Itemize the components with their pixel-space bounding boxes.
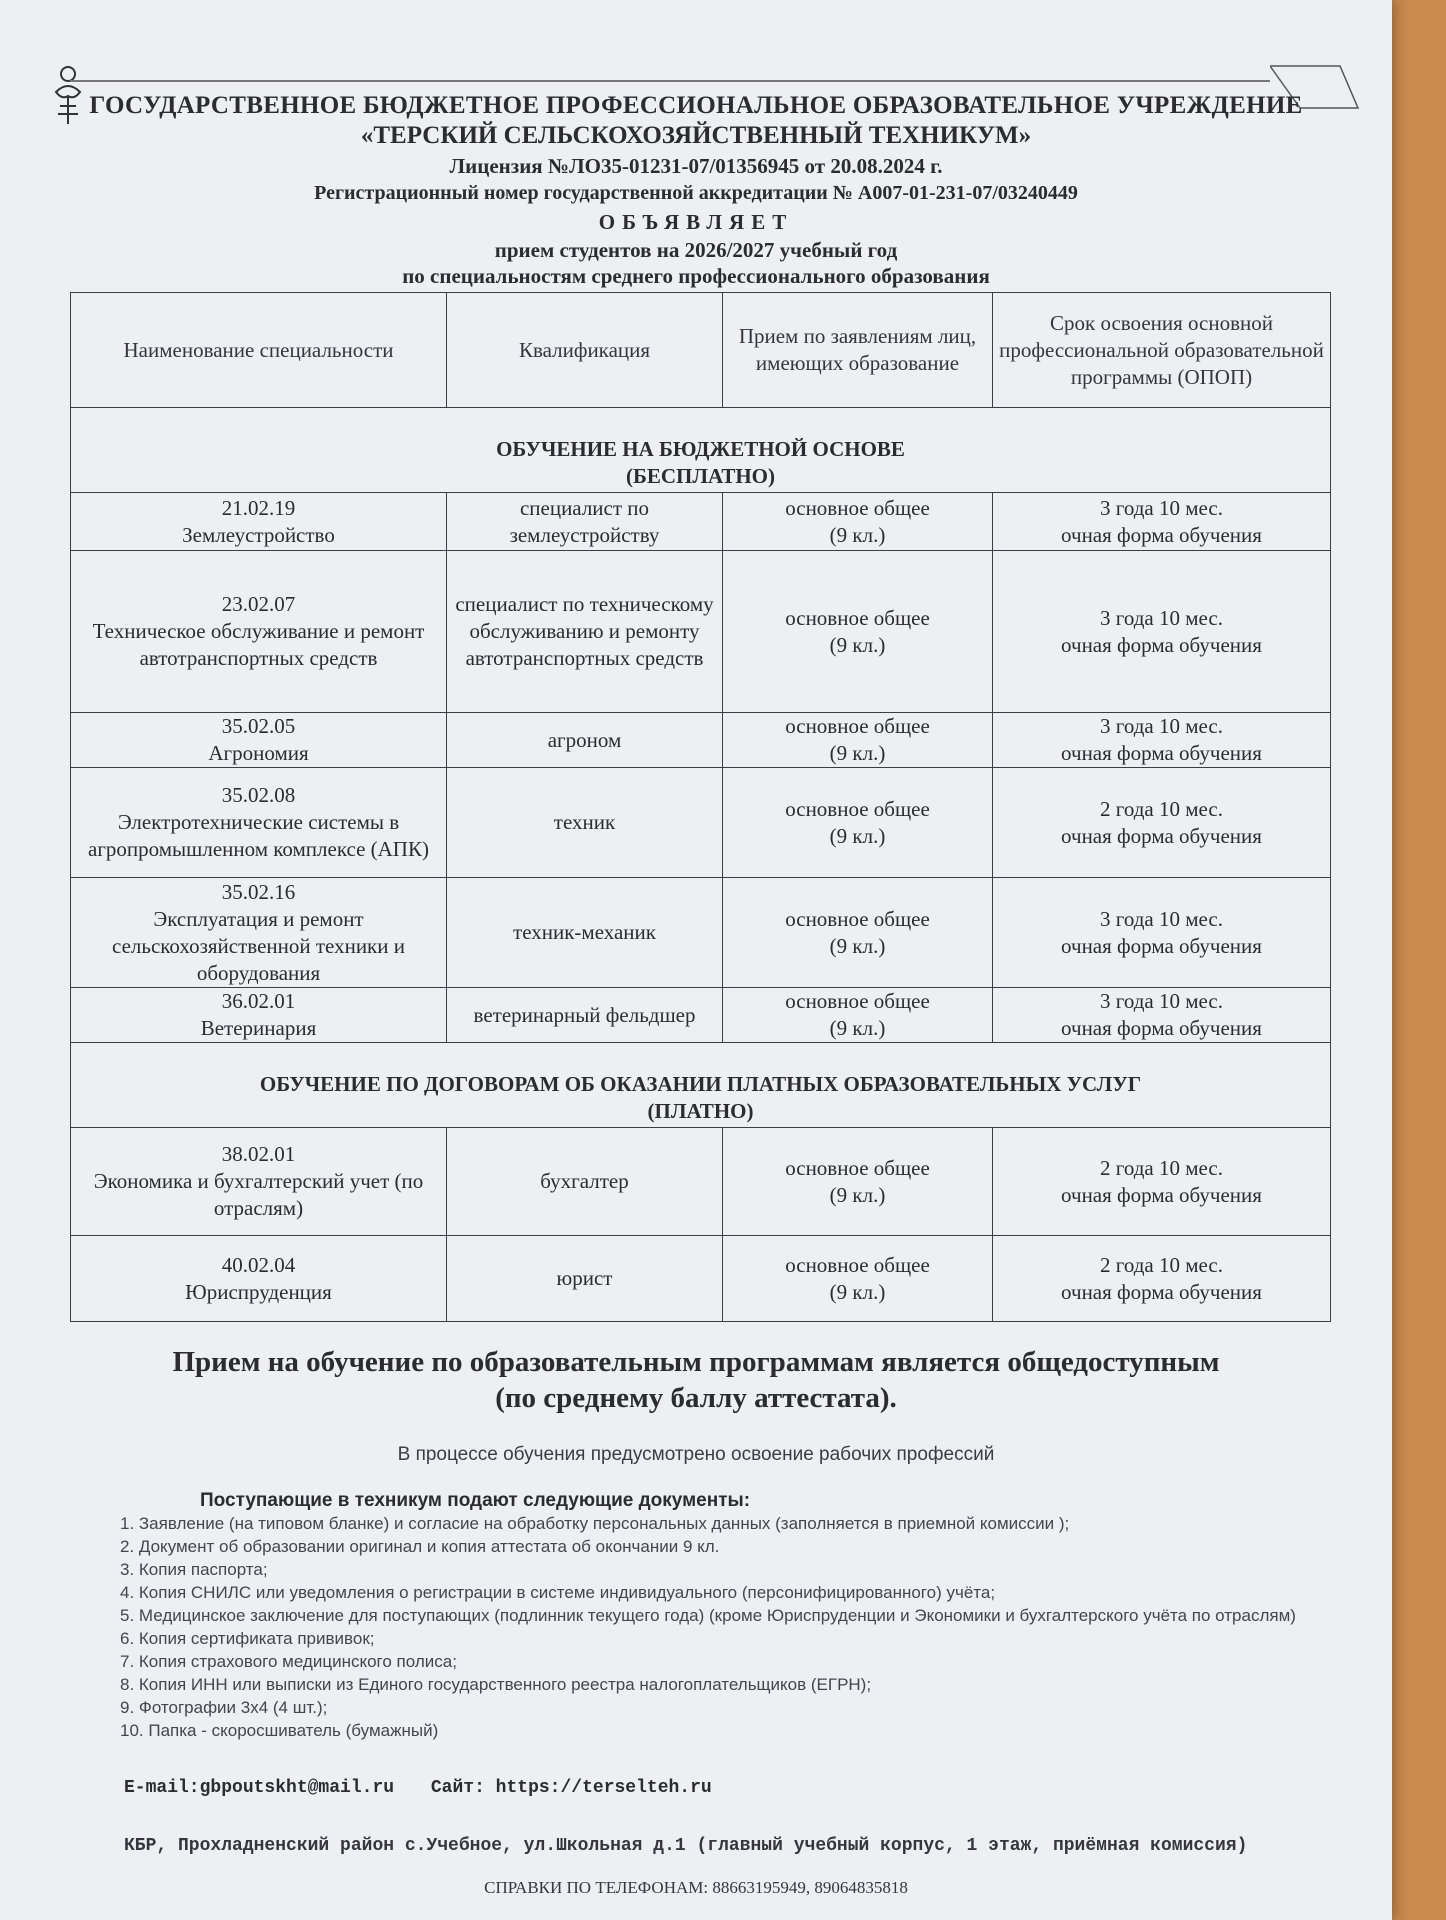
qualification: бухгалтер (540, 1169, 629, 1193)
section-paid-title: ОБУЧЕНИЕ ПО ДОГОВОРАМ ОБ ОКАЗАНИИ ПЛАТНЫХ ОБРАЗОВАТЕЛЬНЫХ УСЛУГ (259, 1072, 1142, 1096)
qualification-cell (447, 713, 723, 768)
subtitle-specialties: по специальностям среднего профессионального образования (402, 264, 990, 288)
website-link[interactable]: Сайт: https://terselteh.ru (430, 1778, 712, 1798)
admission-base-cell (723, 878, 993, 988)
header-qualification: Квалификация (447, 293, 723, 408)
term-cell (993, 713, 1331, 768)
education-grade: (9 кл.) (829, 823, 886, 848)
study-term: 3 года 10 мес. (1100, 714, 1223, 738)
term-cell (993, 551, 1331, 713)
study-term: 2 года 10 мес. (1100, 1252, 1223, 1277)
admission-base-cell (723, 713, 993, 768)
education-grade: (9 кл.) (829, 1182, 886, 1207)
education-grade: (9 кл.) (829, 522, 886, 547)
education-base: основное общее (785, 605, 930, 630)
qualification: агроном (547, 727, 622, 752)
education-grade: (9 кл.) (829, 933, 886, 958)
admission-line-2: (по среднему баллу аттестата). (495, 1382, 897, 1414)
subtitle-year: прием студентов на 2026/2027 учебный год (494, 238, 898, 262)
admission-base-cell (723, 1236, 993, 1322)
qualification: специалист по землеустройству (509, 495, 660, 547)
table-header-row (71, 293, 1331, 408)
specialty-code: 35.02.08 (221, 783, 296, 807)
contacts (124, 1778, 738, 1798)
admission-table (70, 292, 1331, 1322)
college-name: «ТЕРСКИЙ СЕЛЬСКОХОЗЯЙСТВЕННЫЙ ТЕХНИКУМ» (360, 122, 1032, 149)
section-budget-title: ОБУЧЕНИЕ НА БЮДЖЕТНОЙ ОСНОВЕ (496, 437, 905, 461)
specialty-cell (71, 1128, 447, 1236)
term-cell (993, 1236, 1331, 1322)
specialty-code: 35.02.05 (221, 714, 296, 738)
admission-base-cell (723, 493, 993, 551)
specialty-code: 36.02.01 (221, 989, 296, 1013)
study-term: 3 года 10 мес. (1100, 495, 1223, 520)
email-link[interactable]: E-mail:gbpoutskht@mail.ru (124, 1778, 395, 1798)
qualification: ветеринарный фельдшер (473, 1002, 696, 1027)
document-item: 8. Копия ИНН или выписки из Единого государственного реестра налогоплательщиков (ЕГРН); (120, 1675, 872, 1694)
admission-line-1: Прием на обучение по образовательным программам является общедоступным (172, 1346, 1220, 1378)
section-budget-sub: (БЕСПЛАТНО) (625, 464, 776, 488)
accreditation-line: Регистрационный номер государственной аккредитации № А007-01-231-07/03240449 (314, 182, 1078, 204)
header-term: Срок освоения основной профессиональной образовательной программы (ОПОП) (993, 293, 1331, 408)
documents-title: Поступающие в техникум подают следующие документы: (200, 1490, 751, 1511)
qualification-cell (447, 1236, 723, 1322)
education-base: основное общее (785, 796, 930, 821)
qualification-cell (447, 1128, 723, 1236)
documents-list (120, 1512, 1300, 1742)
study-form: очная форма обучения (1061, 1016, 1262, 1040)
qualification-cell (447, 988, 723, 1043)
specialty-name: Юриспруденция (185, 1279, 332, 1304)
specialty-code: 35.02.16 (221, 879, 296, 904)
specialty-cell (71, 493, 447, 551)
qualification-cell (447, 551, 723, 713)
table-row (71, 1128, 1331, 1236)
table-row (71, 768, 1331, 878)
document-item: 3. Копия паспорта; (120, 1560, 268, 1579)
education-base: основное общее (785, 1252, 930, 1277)
admission-base-cell (723, 551, 993, 713)
study-form: очная форма обучения (1061, 933, 1262, 958)
admission-base-cell (723, 1128, 993, 1236)
study-form: очная форма обучения (1061, 1279, 1262, 1304)
section-budget (71, 408, 1331, 493)
specialty-code: 38.02.01 (221, 1142, 296, 1166)
specialty-name: Эксплуатация и ремонт сельскохозяйственной техники и оборудования (112, 906, 405, 985)
study-form: очная форма обучения (1061, 1182, 1262, 1207)
education-base: основное общее (785, 989, 930, 1013)
qualification-cell (447, 768, 723, 878)
workers-note: В процессе обучения предусмотрено освоение рабочих профессий (397, 1444, 995, 1465)
specialty-code: 23.02.07 (221, 592, 296, 616)
document-item: 5. Медицинское заключение для поступающих (подлинник текущего года) (кроме Юриспруденции и Экономики и бухгалтерского учёта по отраслям) (120, 1606, 1296, 1625)
study-form: очная форма обучения (1061, 632, 1262, 657)
document-item: 4. Копия СНИЛС или уведомления о регистрации в системе индивидуального (персонифицированного) учёта; (120, 1583, 996, 1602)
document-item: 1. Заявление (на типовом бланке) и согласие на обработку персональных данных (заполняется в приемной комиссии ); (120, 1514, 1070, 1533)
document-item: 10. Папка - скоросшиватель (бумажный) (120, 1721, 439, 1740)
specialty-cell (71, 878, 447, 988)
header-rule (70, 80, 1270, 82)
study-term: 2 года 10 мес. (1100, 1155, 1223, 1180)
study-term: 3 года 10 мес. (1100, 605, 1223, 630)
term-cell (993, 878, 1331, 988)
specialty-code: 40.02.04 (221, 1252, 296, 1277)
table-row (71, 988, 1331, 1043)
table-row (71, 878, 1331, 988)
specialty-cell (71, 713, 447, 768)
specialty-name: Землеустройство (182, 522, 335, 547)
study-form: очная форма обучения (1061, 522, 1262, 547)
qualification-cell (447, 878, 723, 988)
term-cell (993, 493, 1331, 551)
study-form: очная форма обучения (1061, 823, 1262, 848)
address: КБР, Прохладненский район с.Учебное, ул.Школьная д.1 (главный учебный корпус, 1 этаж, приёмная комиссия) (124, 1836, 1248, 1856)
qualification: специалист по техническому обслуживанию и ремонту автотранспортных средств (455, 592, 714, 670)
education-base: основное общее (785, 714, 930, 738)
term-cell (993, 768, 1331, 878)
education-base: основное общее (785, 906, 930, 931)
specialty-cell (71, 768, 447, 878)
table-row (71, 493, 1331, 551)
document-item: 2. Документ об образовании оригинал и копия аттестата об окончании 9 кл. (120, 1537, 720, 1556)
specialty-name: Электротехнические системы в агропромышленном комплексе (АПК) (88, 810, 429, 861)
admission-statement (0, 1344, 1392, 1416)
header-specialty: Наименование специальности (71, 293, 447, 408)
table-row (71, 551, 1331, 713)
table-body (71, 408, 1331, 1322)
admission-base-cell (723, 768, 993, 878)
section-paid-sub: (ПЛАТНО) (647, 1099, 754, 1123)
admission-base-cell (723, 988, 993, 1043)
document-item: 9. Фотографии 3х4 (4 шт.); (120, 1698, 328, 1717)
specialty-name: Агрономия (208, 741, 309, 765)
license-line: Лицензия №ЛО35-01231-07/01356945 от 20.08.2024 г. (449, 154, 943, 178)
study-term: 2 года 10 мес. (1100, 796, 1223, 821)
specialty-cell (71, 988, 447, 1043)
education-grade: (9 кл.) (829, 741, 886, 765)
document-item: 6. Копия сертификата прививок; (120, 1629, 375, 1648)
study-term: 3 года 10 мес. (1100, 906, 1223, 931)
education-grade: (9 кл.) (829, 632, 886, 657)
education-base: основное общее (785, 495, 930, 520)
section-paid (71, 1043, 1331, 1128)
study-form: очная форма обучения (1061, 741, 1262, 765)
table-row (71, 713, 1331, 768)
qualification-cell (447, 493, 723, 551)
term-cell (993, 988, 1331, 1043)
document-item: 7. Копия страхового медицинского полиса; (120, 1652, 457, 1671)
specialty-name: Ветеринария (200, 1016, 317, 1040)
announce-heading: ОБЪЯВЛЯЕТ (598, 210, 794, 234)
specialty-cell (71, 551, 447, 713)
institution-title: ГОСУДАРСТВЕННОЕ БЮДЖЕТНОЕ ПРОФЕССИОНАЛЬНОЕ ОБРАЗОВАТЕЛЬНОЕ УЧРЕЖДЕНИЕ (89, 92, 1303, 119)
study-term: 3 года 10 мес. (1100, 989, 1223, 1013)
term-cell (993, 1128, 1331, 1236)
specialty-name: Экономика и бухгалтерский учет (по отраслям) (93, 1169, 424, 1220)
qualification: техник (553, 810, 616, 834)
qualification: юрист (556, 1266, 613, 1290)
specialty-code: 21.02.19 (221, 495, 296, 520)
qualification: техник-механик (513, 920, 656, 944)
specialty-cell (71, 1236, 447, 1322)
table-row (71, 1236, 1331, 1322)
education-base: основное общее (785, 1155, 930, 1180)
education-grade: (9 кл.) (829, 1016, 886, 1040)
header-admission-base: Прием по заявлениям лиц, имеющих образование (723, 293, 993, 408)
phones: СПРАВКИ ПО ТЕЛЕФОНАМ: 88663195949, 89064835818 (484, 1878, 908, 1897)
education-grade: (9 кл.) (829, 1279, 886, 1304)
specialty-name: Техническое обслуживание и ремонт автотранспортных средств (92, 619, 425, 670)
